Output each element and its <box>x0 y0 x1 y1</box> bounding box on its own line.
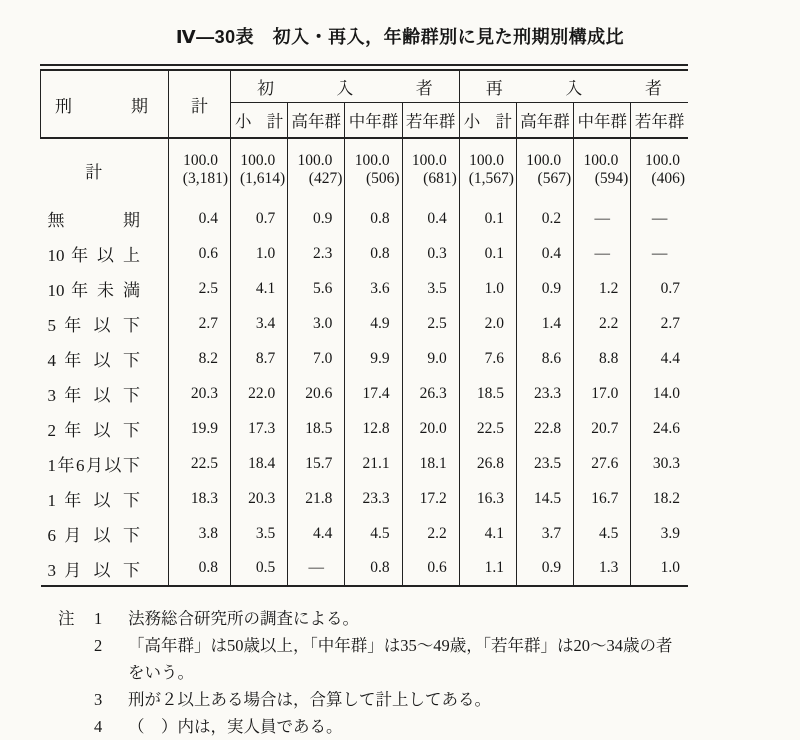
data-cell: 8.6 <box>516 341 573 376</box>
count-value: (427) <box>308 170 343 187</box>
footnote-item <box>58 686 800 713</box>
data-cell: 2.7 <box>169 306 231 341</box>
page-title: Ⅳ—30表 初入・再入，年齢群別に見た刑期別構成比 <box>175 27 625 47</box>
note-text: 法務総合研究所の調査による。 <box>128 609 359 628</box>
col-header-re-young: 若年群 <box>631 103 688 139</box>
note-text: 刑が２以上ある場合は，合算して計上してある。 <box>128 690 491 709</box>
note-number: 1 <box>94 609 103 628</box>
note-marker <box>58 632 94 686</box>
data-cell: 4.9 <box>345 306 402 341</box>
total-cell <box>631 138 688 201</box>
data-cell: 20.0 <box>402 411 459 446</box>
data-cell: 1.4 <box>516 306 573 341</box>
data-cell: 14.5 <box>516 481 573 516</box>
data-cell: 3.8 <box>169 516 231 551</box>
data-cell: 4.4 <box>288 516 345 551</box>
percent-value: 100.0 <box>526 152 562 169</box>
data-cell: 27.6 <box>574 446 631 481</box>
percent-value: 100.0 <box>645 152 680 169</box>
data-cell: 18.5 <box>288 411 345 446</box>
total-cell <box>516 138 573 201</box>
count-value: (506) <box>365 170 400 187</box>
row-label: 3 年 以 下 <box>47 386 140 405</box>
note-text: （ ）内は，実人員である。 <box>128 717 343 736</box>
data-cell: 20.6 <box>288 376 345 411</box>
data-cell: 2.0 <box>459 306 516 341</box>
data-cell: 22.0 <box>231 376 288 411</box>
data-cell: 0.7 <box>231 201 288 236</box>
percent-value: 100.0 <box>240 152 276 169</box>
total-cell <box>231 138 288 201</box>
note-number: 4 <box>94 717 103 736</box>
table-row <box>41 481 689 516</box>
col-header-term: 刑 期 <box>41 71 169 138</box>
data-cell: 0.4 <box>402 201 459 236</box>
data-cell: 23.3 <box>516 376 573 411</box>
row-label: 4 年 以 下 <box>47 351 140 370</box>
data-cell: 23.3 <box>345 481 402 516</box>
table-row <box>41 411 689 446</box>
count-value: (1,567) <box>468 170 514 187</box>
data-cell: 2.2 <box>402 516 459 551</box>
data-cell: 9.9 <box>345 341 402 376</box>
data-cell: 18.3 <box>169 481 231 516</box>
row-label: 無 期 <box>47 211 140 230</box>
composition-ratio-table <box>40 71 688 587</box>
data-cell: 22.8 <box>516 411 573 446</box>
table-top-double-rule <box>40 64 688 71</box>
note-marker <box>58 686 94 713</box>
data-cell: 1.0 <box>459 271 516 306</box>
data-cell: 0.8 <box>169 551 231 586</box>
col-header-first-senior: 高年群 <box>288 103 345 139</box>
data-cell: 3.9 <box>631 516 688 551</box>
data-cell: 18.1 <box>402 446 459 481</box>
data-cell: 1.0 <box>631 551 688 586</box>
total-cell <box>459 138 516 201</box>
data-cell: 2.5 <box>402 306 459 341</box>
data-cell: 0.5 <box>231 551 288 586</box>
total-cell <box>402 138 459 201</box>
data-cell: 14.0 <box>631 376 688 411</box>
data-cell: 7.0 <box>288 341 345 376</box>
data-cell: 20.3 <box>169 376 231 411</box>
table-row <box>41 516 689 551</box>
data-cell: 21.1 <box>345 446 402 481</box>
col-header-first-subtotal: 小 計 <box>231 103 288 139</box>
data-cell: 15.7 <box>288 446 345 481</box>
row-label: 1年6月以下 <box>47 456 140 475</box>
note-marker: 注 <box>58 609 75 628</box>
col-header-re-senior: 高年群 <box>516 103 573 139</box>
data-cell: 0.8 <box>345 236 402 271</box>
data-cell: 9.0 <box>402 341 459 376</box>
data-cell: 1.2 <box>574 271 631 306</box>
table-row <box>41 446 689 481</box>
percent-value: 100.0 <box>354 152 390 169</box>
data-cell: 0.1 <box>459 236 516 271</box>
note-marker <box>58 713 94 740</box>
row-label: 10 年 未 満 <box>47 281 140 300</box>
count-value: (567) <box>537 170 572 187</box>
row-label: 5 年 以 下 <box>47 316 140 335</box>
data-cell: 2.3 <box>288 236 345 271</box>
col-header-first-middle: 中年群 <box>345 103 402 139</box>
table-row <box>41 376 689 411</box>
data-cell: 0.1 <box>459 201 516 236</box>
col-group-first-entry: 初 入 者 <box>231 71 460 103</box>
data-cell: 3.0 <box>288 306 345 341</box>
data-cell: 20.3 <box>231 481 288 516</box>
table-row <box>41 306 689 341</box>
data-cell: 0.6 <box>169 236 231 271</box>
percent-value: 100.0 <box>583 152 619 169</box>
percent-value: 100.0 <box>183 152 218 169</box>
row-label: 2 年 以 下 <box>47 421 140 440</box>
table-row <box>41 271 689 306</box>
data-cell: 4.5 <box>574 516 631 551</box>
data-cell: 0.9 <box>516 271 573 306</box>
data-cell: 21.8 <box>288 481 345 516</box>
col-header-total: 計 <box>169 71 231 138</box>
data-cell: 18.2 <box>631 481 688 516</box>
col-header-first-young: 若年群 <box>402 103 459 139</box>
data-cell: 0.2 <box>516 201 573 236</box>
data-cell: 5.6 <box>288 271 345 306</box>
data-cell: — <box>574 201 631 236</box>
data-cell: — <box>631 201 688 236</box>
data-cell: 4.1 <box>459 516 516 551</box>
data-cell: 22.5 <box>169 446 231 481</box>
note-text: 「高年群」は50歳以上，「中年群」は35～49歳，「若年群」は20～34歳の者をいう。 <box>128 636 673 682</box>
data-cell: 0.8 <box>345 551 402 586</box>
data-cell: 17.4 <box>345 376 402 411</box>
data-cell: 26.3 <box>402 376 459 411</box>
count-value: (1,614) <box>239 170 286 187</box>
table-row <box>41 341 689 376</box>
table-row <box>41 551 689 586</box>
data-cell: 0.9 <box>516 551 573 586</box>
footnote-item <box>58 632 800 686</box>
table-row <box>41 236 689 271</box>
data-cell: 4.1 <box>231 271 288 306</box>
total-cell <box>574 138 631 201</box>
data-cell: 17.2 <box>402 481 459 516</box>
data-cell: 18.5 <box>459 376 516 411</box>
footnote-item <box>58 605 800 632</box>
data-cell: — <box>631 236 688 271</box>
data-cell: 1.1 <box>459 551 516 586</box>
table-body <box>41 138 689 586</box>
row-label: 10 年 以 上 <box>47 246 140 265</box>
data-cell: — <box>574 236 631 271</box>
note-number: 2 <box>94 636 103 655</box>
data-cell: 0.6 <box>402 551 459 586</box>
data-cell: 8.2 <box>169 341 231 376</box>
data-cell: 18.4 <box>231 446 288 481</box>
data-cell: 2.2 <box>574 306 631 341</box>
data-cell: 16.3 <box>459 481 516 516</box>
data-cell: 0.4 <box>516 236 573 271</box>
data-cell: 3.4 <box>231 306 288 341</box>
row-label: 3 月 以 下 <box>47 560 140 580</box>
data-cell: 19.9 <box>169 411 231 446</box>
total-cell <box>345 138 402 201</box>
header-row-groups <box>41 71 689 103</box>
row-label: 6 月 以 下 <box>47 526 140 545</box>
row-label: 1 年 以 下 <box>47 491 140 510</box>
data-cell: 3.7 <box>516 516 573 551</box>
col-header-re-middle: 中年群 <box>574 103 631 139</box>
count-value: (406) <box>651 170 685 187</box>
total-cell <box>169 138 231 201</box>
data-cell: 0.4 <box>169 201 231 236</box>
data-cell: 22.5 <box>459 411 516 446</box>
table-header <box>41 71 689 138</box>
row-label: 計 <box>85 162 103 182</box>
percent-value: 100.0 <box>297 152 333 169</box>
data-cell: 24.6 <box>631 411 688 446</box>
col-header-re-subtotal: 小 計 <box>459 103 516 139</box>
data-cell: 0.8 <box>345 201 402 236</box>
footnotes <box>58 605 800 740</box>
data-cell: 17.3 <box>231 411 288 446</box>
col-group-re-entry: 再 入 者 <box>459 71 688 103</box>
footnote-item <box>58 713 800 740</box>
data-cell: — <box>288 551 345 586</box>
data-cell: 3.5 <box>402 271 459 306</box>
data-cell: 7.6 <box>459 341 516 376</box>
data-cell: 23.5 <box>516 446 573 481</box>
data-cell: 2.5 <box>169 271 231 306</box>
data-cell: 8.7 <box>231 341 288 376</box>
data-cell: 16.7 <box>574 481 631 516</box>
data-cell: 4.4 <box>631 341 688 376</box>
data-cell: 3.5 <box>231 516 288 551</box>
total-row <box>41 138 689 201</box>
data-cell: 3.6 <box>345 271 402 306</box>
data-cell: 12.8 <box>345 411 402 446</box>
data-cell: 0.9 <box>288 201 345 236</box>
count-value: (3,181) <box>182 170 228 187</box>
data-cell: 26.8 <box>459 446 516 481</box>
percent-value: 100.0 <box>411 152 447 169</box>
percent-value: 100.0 <box>469 152 504 169</box>
data-cell: 1.0 <box>231 236 288 271</box>
data-cell: 20.7 <box>574 411 631 446</box>
data-cell: 17.0 <box>574 376 631 411</box>
total-cell <box>288 138 345 201</box>
count-value: (594) <box>594 170 629 187</box>
data-cell: 8.8 <box>574 341 631 376</box>
count-value: (681) <box>423 170 457 187</box>
data-cell: 4.5 <box>345 516 402 551</box>
data-cell: 0.3 <box>402 236 459 271</box>
data-cell: 1.3 <box>574 551 631 586</box>
table-row <box>41 201 689 236</box>
data-cell: 30.3 <box>631 446 688 481</box>
note-number: 3 <box>94 690 103 709</box>
data-cell: 0.7 <box>631 271 688 306</box>
data-cell: 2.7 <box>631 306 688 341</box>
